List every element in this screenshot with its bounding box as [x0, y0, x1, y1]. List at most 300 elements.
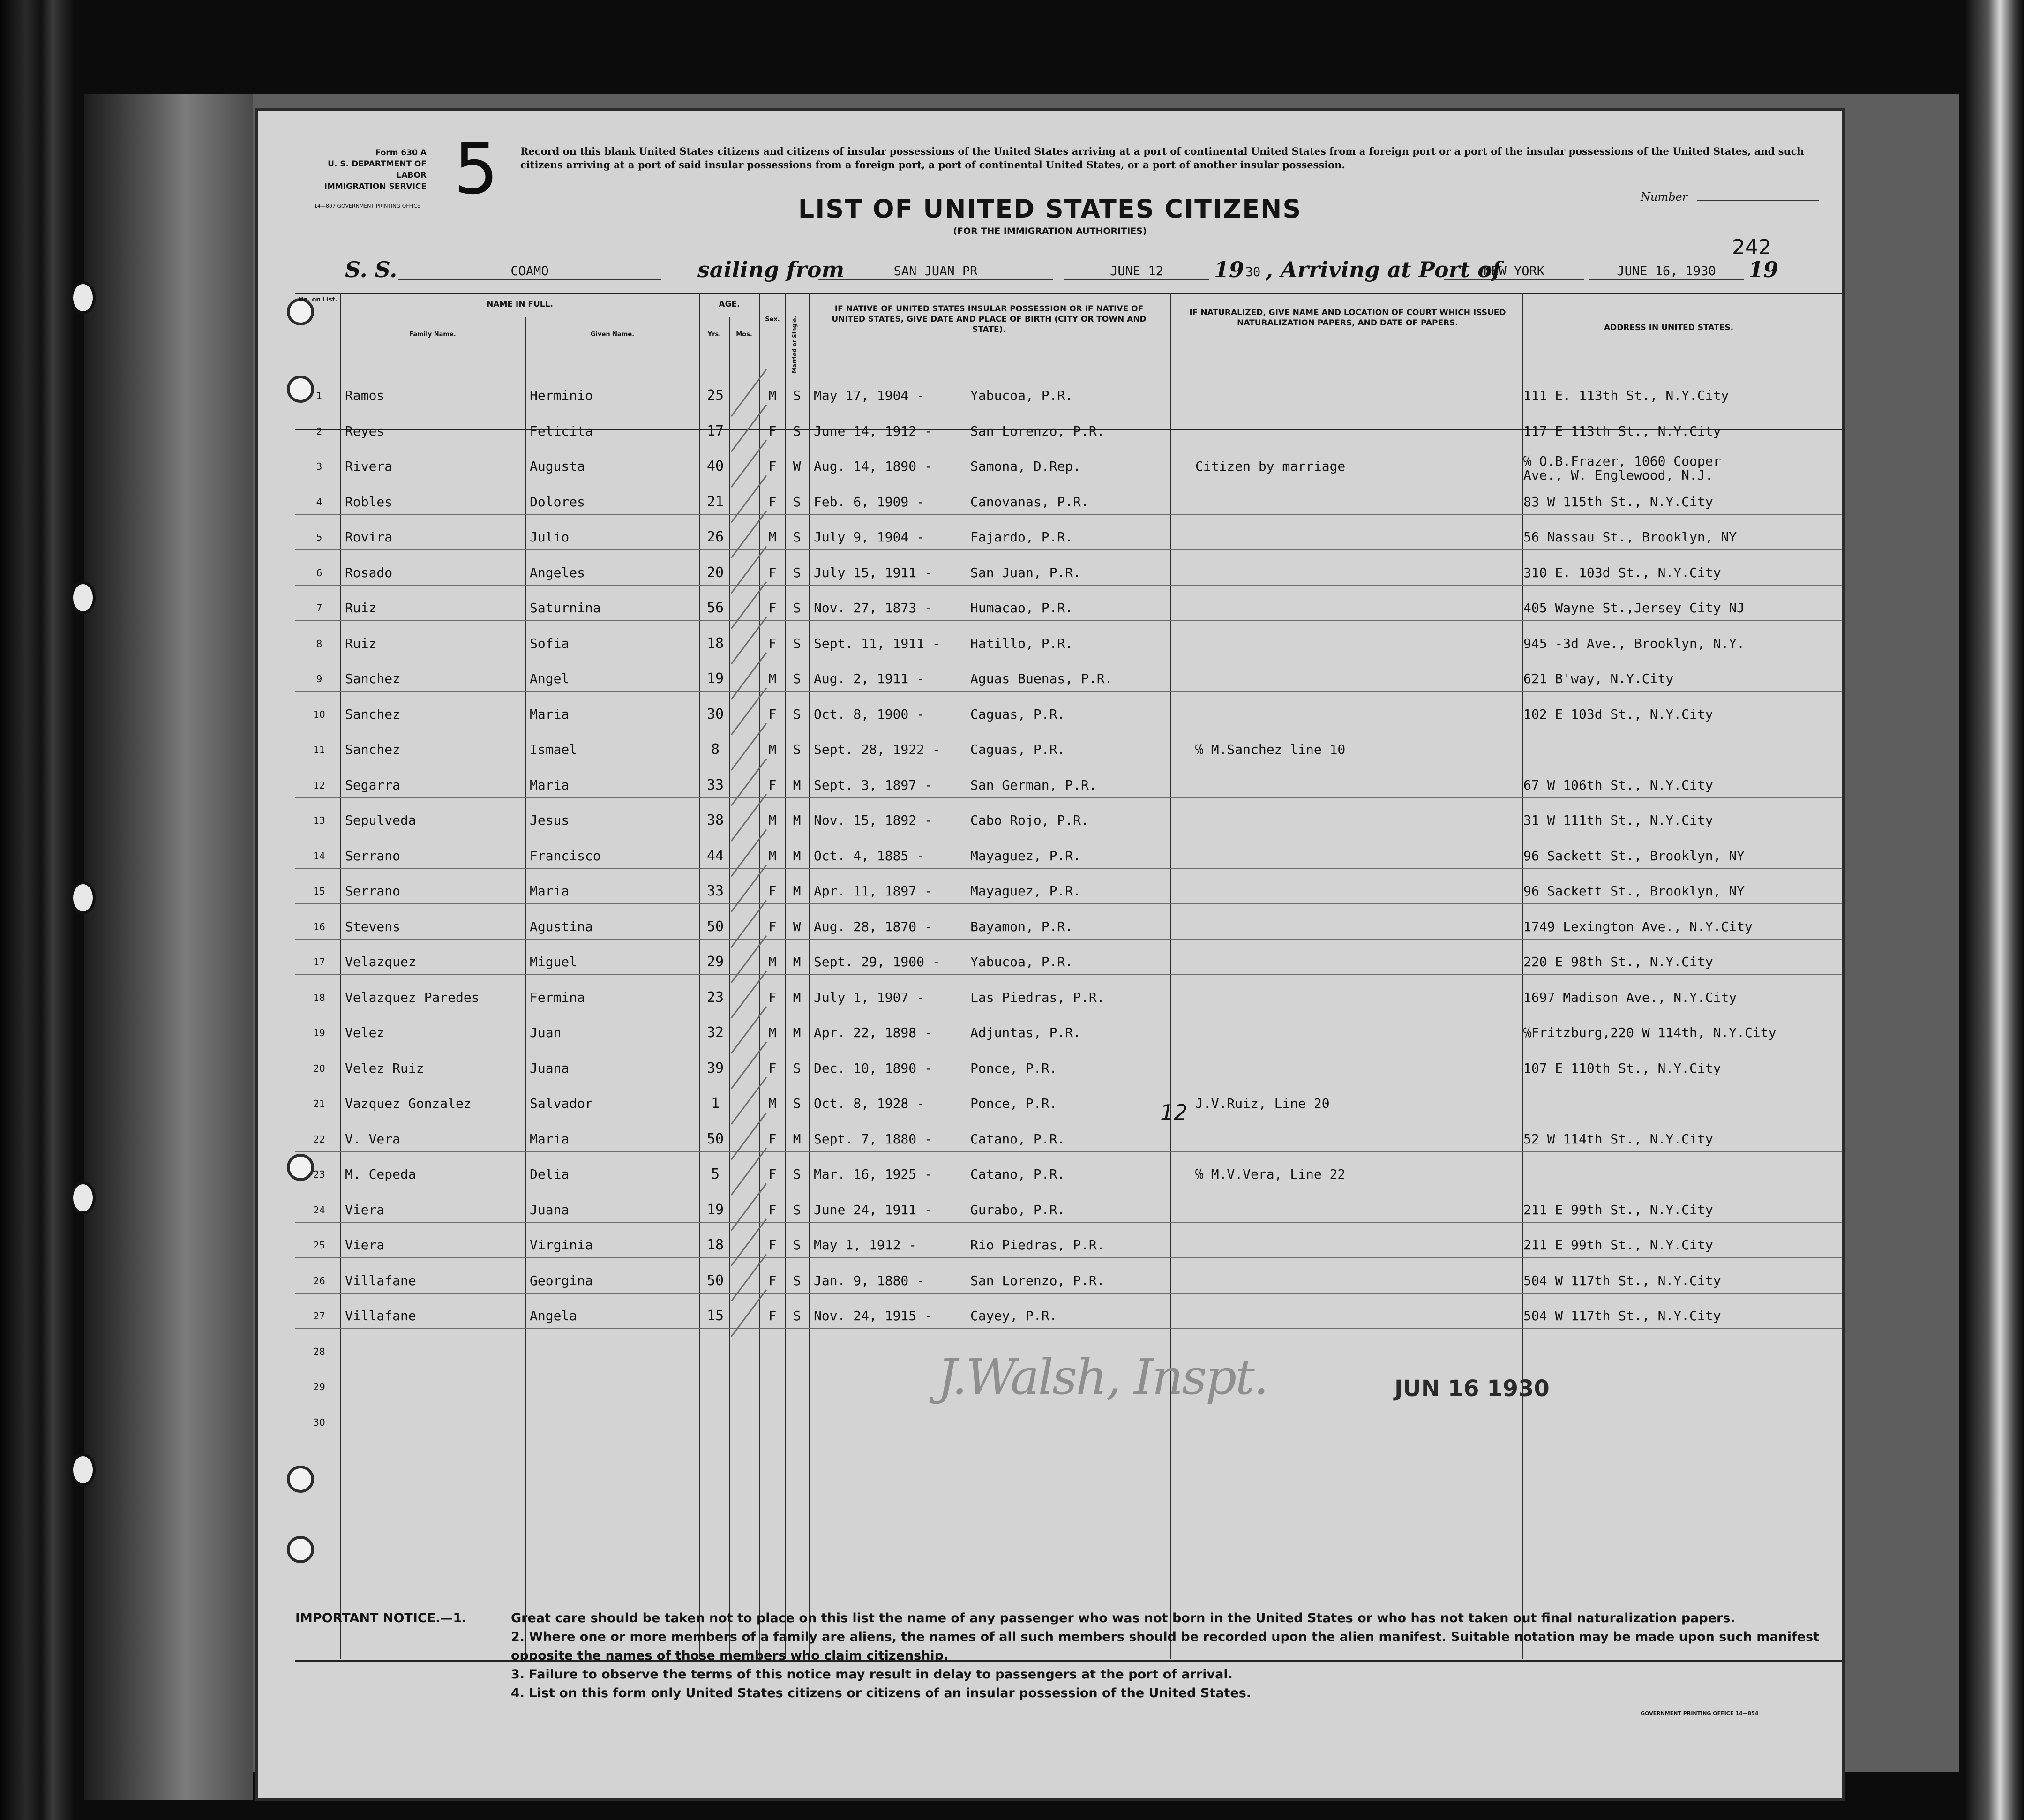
- row-3-dob: Aug. 14, 1890 -: [814, 459, 932, 474]
- row-12-age: 33: [706, 776, 724, 793]
- row-rule: [295, 903, 1842, 904]
- row-24-n: 24: [313, 1204, 325, 1216]
- page-number: 242: [1732, 235, 1771, 259]
- voyage-line: [258, 251, 1842, 289]
- row-5-ms: S: [793, 529, 801, 545]
- row-22-ms: M: [793, 1131, 801, 1147]
- row-12-ms: M: [793, 777, 801, 793]
- row-14-place: Mayaguez, P.R.: [970, 848, 1081, 864]
- row-19-dob: Apr. 22, 1898 -: [814, 1025, 932, 1040]
- row-13-given: Jesus: [530, 812, 570, 828]
- header-married-single: Married or Single.: [791, 316, 798, 373]
- row-12-addr: 67 W 106th St., N.Y.City: [1523, 777, 1713, 793]
- row-17-addr: 220 E 98th St., N.Y.City: [1523, 954, 1713, 970]
- binding-hole: [70, 1453, 96, 1486]
- row-15-given: Maria: [530, 883, 570, 899]
- row-29-n: 29: [313, 1381, 325, 1392]
- row-24-dob: June 24, 1911 -: [814, 1202, 932, 1218]
- row-12-n: 12: [313, 779, 325, 791]
- row-26-place: San Lorenzo, P.R.: [970, 1272, 1105, 1288]
- row-8-dob: Sept. 11, 1911 -: [814, 635, 940, 651]
- inspector-signature: J.Walsh, Inspt.: [937, 1348, 1268, 1406]
- date-stamp: JUN 16 1930: [1394, 1376, 1550, 1402]
- binding-hole: [70, 881, 96, 914]
- row-7-age: 56: [706, 600, 724, 616]
- row-7-place: Humacao, P.R.: [970, 600, 1073, 616]
- row-25-given: Virginia: [530, 1237, 593, 1253]
- row-8-given: Sofia: [530, 635, 570, 651]
- row-1-addr: 111 E. 113th St., N.Y.City: [1523, 388, 1729, 403]
- row-16-family: Stevens: [345, 918, 401, 934]
- row-21-given: Salvador: [530, 1096, 593, 1111]
- row-7-sex: F: [768, 600, 777, 616]
- row-13-sex: M: [768, 812, 777, 828]
- row-3-place: Samona, D.Rep.: [970, 459, 1081, 474]
- row-3-addr: ℅ O.B.Frazer, 1060 Cooper Ave., W. Englewood, N.J.: [1523, 453, 1721, 483]
- row-12-given: Maria: [530, 777, 570, 793]
- header-given-name: Given Name.: [590, 331, 635, 338]
- header-name-in-full: NAME IN FULL.: [487, 300, 553, 309]
- row-3-nat: Citizen by marriage: [1195, 459, 1346, 474]
- row-25-place: Rio Piedras, P.R.: [970, 1237, 1105, 1253]
- departure-date: JUNE 12: [1064, 264, 1209, 280]
- row-24-given: Juana: [530, 1202, 570, 1218]
- row-1-family: Ramos: [345, 388, 385, 403]
- header-years: Yrs.: [707, 331, 721, 338]
- row-6-age: 20: [706, 564, 724, 581]
- row-15-n: 15: [313, 886, 325, 897]
- row-4-dob: Feb. 6, 1909 -: [814, 494, 925, 510]
- binding-hole: [70, 1181, 96, 1214]
- header-no: No. on List.: [298, 296, 337, 303]
- row-20-n: 20: [313, 1062, 325, 1074]
- row-27-age: 15: [706, 1308, 724, 1324]
- row-21-nat: J.V.Ruiz, Line 20: [1195, 1096, 1330, 1111]
- row-rule: [295, 797, 1842, 798]
- row-5-sex: M: [768, 529, 777, 545]
- ss-label: S. S.: [345, 257, 397, 282]
- row-26-ms: S: [793, 1272, 801, 1288]
- row-1-dob: May 17, 1904 -: [814, 388, 925, 403]
- row-4-addr: 83 W 115th St., N.Y.City: [1523, 494, 1713, 510]
- row-13-place: Cabo Rojo, P.R.: [970, 812, 1089, 828]
- row-14-dob: Oct. 4, 1885 -: [814, 848, 925, 864]
- row-1-ms: S: [793, 388, 801, 403]
- row-3-family: Rivera: [345, 459, 393, 474]
- header-age: AGE.: [719, 300, 740, 309]
- row-12-dob: Sept. 3, 1897 -: [814, 777, 932, 793]
- row-14-addr: 96 Sackett St., Brooklyn, NY: [1523, 848, 1745, 864]
- film-edge-left: [0, 0, 75, 1820]
- header-naturalized: IF NATURALIZED, GIVE NAME AND LOCATION OF COURT WHICH ISSUED NATURALIZATION PAPERS, AND DATE OF PAPERS.: [1189, 308, 1506, 328]
- row-14-age: 44: [706, 847, 724, 864]
- row-8-addr: 945 -3d Ave., Brooklyn, N.Y.: [1523, 635, 1745, 651]
- row-18-given: Fermina: [530, 989, 585, 1005]
- row-27-place: Cayey, P.R.: [970, 1308, 1057, 1324]
- row-2-dob: June 14, 1912 -: [814, 423, 932, 439]
- row-12-family: Segarra: [345, 777, 401, 793]
- row-20-addr: 107 E 110th St., N.Y.City: [1523, 1060, 1721, 1076]
- row-rule: [295, 1293, 1842, 1294]
- row-18-ms: M: [793, 989, 801, 1005]
- binding-hole: [70, 281, 96, 314]
- page-title: LIST OF UNITED STATES CITIZENS: [798, 194, 1302, 224]
- row-23-ms: S: [793, 1166, 801, 1182]
- row-10-ms: S: [793, 706, 801, 722]
- row-rule: [295, 868, 1842, 869]
- row-19-age: 32: [706, 1024, 724, 1041]
- header-address: ADDRESS IN UNITED STATES.: [1604, 323, 1734, 332]
- row-9-addr: 621 B'way, N.Y.City: [1523, 671, 1674, 686]
- column-rule: [525, 317, 526, 1659]
- row-10-sex: F: [768, 706, 777, 722]
- row-1-age: 25: [706, 387, 724, 404]
- row-rule: [295, 1151, 1842, 1152]
- row-15-sex: F: [768, 883, 777, 899]
- row-2-sex: F: [768, 423, 777, 439]
- row-21-dob: Oct. 8, 1928 -: [814, 1096, 925, 1111]
- row-21-family: Vazquez Gonzalez: [345, 1096, 472, 1111]
- row-16-given: Agustina: [530, 918, 593, 934]
- arrival-port: NEW YORK: [1444, 264, 1584, 280]
- row-15-ms: M: [793, 883, 801, 899]
- row-21-n: 21: [313, 1098, 325, 1109]
- row-9-sex: M: [768, 671, 777, 686]
- row-17-age: 29: [706, 954, 724, 970]
- row-23-dob: Mar. 16, 1925 -: [814, 1166, 932, 1182]
- row-22-family: V. Vera: [345, 1131, 401, 1147]
- row-23-place: Catano, P.R.: [970, 1166, 1065, 1182]
- row-25-addr: 211 E 99th St., N.Y.City: [1523, 1237, 1713, 1253]
- row-8-n: 8: [316, 638, 322, 649]
- row-9-age: 19: [706, 670, 724, 687]
- row-17-n: 17: [313, 956, 325, 968]
- row-24-addr: 211 E 99th St., N.Y.City: [1523, 1202, 1713, 1218]
- row-25-dob: May 1, 1912 -: [814, 1237, 917, 1253]
- row-24-place: Gurabo, P.R.: [970, 1202, 1065, 1218]
- row-9-given: Angel: [530, 671, 570, 686]
- row-17-dob: Sept. 29, 1900 -: [814, 954, 940, 970]
- row-20-ms: S: [793, 1060, 801, 1076]
- row-5-addr: 56 Nassau St., Brooklyn, NY: [1523, 529, 1737, 545]
- row-16-n: 16: [313, 921, 325, 933]
- row-1-n: 1: [316, 390, 322, 401]
- row-7-given: Saturnina: [530, 600, 601, 616]
- row-2-given: Felicita: [530, 423, 593, 439]
- row-26-given: Georgina: [530, 1272, 593, 1288]
- row-4-n: 4: [316, 496, 322, 508]
- row-1-given: Herminio: [530, 388, 593, 403]
- row-13-n: 13: [313, 815, 325, 826]
- row-1-sex: M: [768, 388, 777, 403]
- row-2-ms: S: [793, 423, 801, 439]
- row-8-place: Hatillo, P.R.: [970, 635, 1073, 651]
- notice-lead: IMPORTANT NOTICE.—1.: [295, 1611, 467, 1625]
- row-3-ms: W: [793, 459, 801, 474]
- row-4-age: 21: [706, 493, 724, 510]
- row-2-n: 2: [316, 425, 322, 437]
- row-2-age: 17: [706, 422, 724, 439]
- row-15-family: Serrano: [345, 883, 401, 899]
- row-19-family: Velez: [345, 1025, 385, 1040]
- row-11-nat: ℅ M.Sanchez line 10: [1195, 742, 1346, 757]
- row-17-place: Yabucoa, P.R.: [970, 954, 1073, 970]
- row-rule: [295, 514, 1842, 515]
- row-rule: [295, 1222, 1842, 1223]
- row-4-family: Robles: [345, 494, 393, 510]
- printing-office: 14—807 GOVERNMENT PRINTING OFFICE: [314, 203, 420, 209]
- handwritten-mark: 12: [1160, 1100, 1188, 1125]
- notice-item-3: 3. Failure to observe the terms of this notice may result in delay to passengers at the port of arrival.: [511, 1667, 1233, 1682]
- row-22-addr: 52 W 114th St., N.Y.City: [1523, 1131, 1713, 1147]
- row-7-addr: 405 Wayne St.,Jersey City NJ: [1523, 600, 1745, 616]
- row-rule: [295, 549, 1842, 550]
- row-12-sex: F: [768, 777, 777, 793]
- row-25-age: 18: [706, 1237, 724, 1253]
- row-11-place: Caguas, P.R.: [970, 742, 1065, 757]
- row-7-dob: Nov. 27, 1873 -: [814, 600, 932, 616]
- row-25-ms: S: [793, 1237, 801, 1253]
- column-rule: [1522, 293, 1523, 1659]
- row-19-n: 19: [313, 1027, 325, 1038]
- row-26-dob: Jan. 9, 1880 -: [814, 1272, 925, 1288]
- row-5-family: Rovira: [345, 529, 393, 545]
- row-rule: [295, 974, 1842, 975]
- sailing-label: sailing from: [697, 257, 845, 282]
- binding-hole: [70, 581, 96, 614]
- row-23-given: Delia: [530, 1166, 570, 1182]
- row-15-addr: 96 Sackett St., Brooklyn, NY: [1523, 883, 1745, 899]
- header-native-birth: IF NATIVE OF UNITED STATES INSULAR POSSESSION OR IF NATIVE OF UNITED STATES, GIVE DATE AND PLACE OF BIRTH (CITY OR TOWN AND STATE).: [832, 304, 1147, 334]
- notice-item-4: 4. List on this form only United States citizens or citizens of an insular possession of the United States.: [511, 1686, 1252, 1700]
- row-4-ms: S: [793, 494, 801, 510]
- row-11-dob: Sept. 28, 1922 -: [814, 742, 940, 757]
- row-9-ms: S: [793, 671, 801, 686]
- row-10-family: Sanchez: [345, 706, 401, 722]
- row-11-sex: M: [768, 742, 777, 757]
- row-20-family: Velez Ruiz: [345, 1060, 424, 1076]
- row-20-dob: Dec. 10, 1890 -: [814, 1060, 932, 1076]
- row-2-place: San Lorenzo, P.R.: [970, 423, 1105, 439]
- row-10-given: Maria: [530, 706, 570, 722]
- row-16-addr: 1749 Lexington Ave., N.Y.City: [1523, 918, 1753, 934]
- row-2-addr: 117 E 113th St., N.Y.City: [1523, 423, 1721, 439]
- row-10-age: 30: [706, 706, 724, 722]
- row-27-ms: S: [793, 1308, 801, 1324]
- row-24-age: 19: [706, 1201, 724, 1218]
- printing-office-footer: GOVERNMENT PRINTING OFFICE 14—854: [1641, 1710, 1759, 1716]
- arrival-date: JUNE 16, 1930: [1589, 264, 1744, 280]
- row-26-n: 26: [313, 1275, 325, 1286]
- row-16-age: 50: [706, 918, 724, 935]
- column-rule: [729, 317, 730, 1659]
- row-19-sex: M: [768, 1025, 777, 1040]
- row-22-dob: Sept. 7, 1880 -: [814, 1131, 932, 1147]
- row-11-ms: S: [793, 742, 801, 757]
- row-14-family: Serrano: [345, 848, 401, 864]
- manifest-page: [258, 111, 1842, 1798]
- row-18-n: 18: [313, 992, 325, 1003]
- row-4-place: Canovanas, P.R.: [970, 494, 1089, 510]
- row-14-ms: M: [793, 848, 801, 864]
- row-5-place: Fajardo, P.R.: [970, 529, 1073, 545]
- row-3-age: 40: [706, 458, 724, 474]
- row-6-given: Angeles: [530, 564, 585, 580]
- row-10-place: Caguas, P.R.: [970, 706, 1065, 722]
- row-27-family: Villafane: [345, 1308, 416, 1324]
- row-5-age: 26: [706, 529, 724, 545]
- row-13-addr: 31 W 111th St., N.Y.City: [1523, 812, 1713, 828]
- row-6-dob: July 15, 1911 -: [814, 564, 932, 580]
- form-number: Form 630 A: [375, 148, 427, 158]
- column-rule: [1170, 293, 1171, 1659]
- row-10-addr: 102 E 103d St., N.Y.City: [1523, 706, 1713, 722]
- row-6-place: San Juan, P.R.: [970, 564, 1081, 580]
- row-27-sex: F: [768, 1308, 777, 1324]
- row-6-family: Rosado: [345, 564, 393, 580]
- row-14-given: Francisco: [530, 848, 601, 864]
- row-26-family: Villafane: [345, 1272, 416, 1288]
- row-20-place: Ponce, P.R.: [970, 1060, 1057, 1076]
- row-rule: [295, 585, 1842, 586]
- year-two: 19: [1748, 257, 1779, 282]
- row-16-dob: Aug. 28, 1870 -: [814, 918, 932, 934]
- row-23-age: 5: [711, 1166, 720, 1182]
- row-26-age: 50: [706, 1272, 724, 1289]
- row-21-ms: S: [793, 1096, 801, 1111]
- row-2-family: Reyes: [345, 423, 385, 439]
- row-8-ms: S: [793, 635, 801, 651]
- row-1-place: Yabucoa, P.R.: [970, 388, 1073, 403]
- row-8-sex: F: [768, 635, 777, 651]
- handwritten-sheet-number: 5: [454, 128, 499, 210]
- row-27-addr: 504 W 117th St., N.Y.City: [1523, 1308, 1721, 1324]
- row-23-sex: F: [768, 1166, 777, 1182]
- row-26-sex: F: [768, 1272, 777, 1288]
- row-rule: [295, 939, 1842, 940]
- row-15-dob: Apr. 11, 1897 -: [814, 883, 932, 899]
- row-16-sex: F: [768, 918, 777, 934]
- row-22-given: Maria: [530, 1131, 570, 1147]
- notice-item-2: 2. Where one or more members of a family are aliens, the names of all such members should be recorded upon the alien manifest. Suitable notation may be made upon such manifest opposite the names of those members who claim citizenship.: [511, 1630, 1820, 1663]
- row-23-n: 23: [313, 1169, 325, 1180]
- arriving-label: , Arriving at Port of: [1266, 257, 1501, 282]
- row-18-addr: 1697 Madison Ave., N.Y.City: [1523, 989, 1737, 1005]
- row-25-n: 25: [313, 1240, 325, 1251]
- row-25-family: Viera: [345, 1237, 385, 1253]
- row-4-given: Dolores: [530, 494, 585, 510]
- year-suffix: 30: [1245, 265, 1261, 279]
- row-11-family: Sanchez: [345, 742, 401, 757]
- row-22-n: 22: [313, 1133, 325, 1145]
- row-24-family: Viera: [345, 1202, 385, 1218]
- row-3-n: 3: [316, 461, 322, 472]
- row-16-place: Bayamon, P.R.: [970, 918, 1073, 934]
- row-5-n: 5: [316, 532, 322, 543]
- row-9-place: Aguas Buenas, P.R.: [970, 671, 1113, 686]
- row-19-addr: ℅Fritzburg,220 W 114th, N.Y.City: [1523, 1025, 1777, 1040]
- row-7-ms: S: [793, 600, 801, 616]
- row-20-given: Juana: [530, 1060, 570, 1076]
- row-24-sex: F: [768, 1202, 777, 1218]
- service: IMMIGRATION SERVICE: [324, 182, 427, 191]
- notice-item-1: Great care should be taken not to place on this list the name of any passenger who was not born in the United States or who has not taken out final naturalization papers.: [511, 1611, 1735, 1625]
- departure-port: SAN JUAN PR: [818, 264, 1053, 280]
- row-27-given: Angela: [530, 1308, 577, 1324]
- row-9-n: 9: [316, 673, 322, 684]
- row-6-n: 6: [316, 567, 322, 579]
- column-rule: [809, 293, 810, 1659]
- ship-name: COAMO: [398, 264, 661, 280]
- row-11-n: 11: [313, 744, 325, 755]
- row-8-family: Ruiz: [345, 635, 377, 651]
- record-instructions: Record on this blank United States citizens and citizens of insular possessions of the United States arriving at a port of continental United States from a foreign port or a port of the insular possessions of the United States, and such citizens arriving at a port of said insular possessions from a foreign port, a port of continental United States, or a port of another insular possession.: [520, 145, 1804, 171]
- row-20-age: 39: [706, 1060, 724, 1076]
- column-rule: [340, 293, 341, 1659]
- row-22-age: 50: [706, 1130, 724, 1147]
- row-5-dob: July 9, 1904 -: [814, 529, 925, 545]
- row-14-sex: M: [768, 848, 777, 864]
- header-sex: Sex.: [765, 316, 780, 323]
- row-19-ms: M: [793, 1025, 801, 1040]
- row-24-ms: S: [793, 1202, 801, 1218]
- row-21-sex: M: [768, 1096, 777, 1111]
- row-7-family: Ruiz: [345, 600, 377, 616]
- department: U. S. DEPARTMENT OF LABOR: [328, 159, 427, 180]
- row-13-dob: Nov. 15, 1892 -: [814, 812, 932, 828]
- row-20-sex: F: [768, 1060, 777, 1076]
- row-18-sex: F: [768, 989, 777, 1005]
- row-13-ms: M: [793, 812, 801, 828]
- row-18-place: Las Piedras, P.R.: [970, 989, 1105, 1005]
- film-edge-right: [1964, 0, 2024, 1820]
- row-7-n: 7: [316, 602, 322, 614]
- row-6-addr: 310 E. 103d St., N.Y.City: [1523, 564, 1721, 580]
- row-rule: [295, 1328, 1842, 1329]
- row-rule: [295, 1257, 1842, 1258]
- row-18-dob: July 1, 1907 -: [814, 989, 925, 1005]
- header-months: Mos.: [736, 331, 752, 338]
- page-subtitle: (FOR THE IMMIGRATION AUTHORITIES): [953, 226, 1147, 236]
- row-17-sex: M: [768, 954, 777, 970]
- row-12-place: San German, P.R.: [970, 777, 1097, 793]
- row-10-n: 10: [313, 708, 325, 720]
- row-5-given: Julio: [530, 529, 570, 545]
- row-28-n: 28: [313, 1346, 325, 1357]
- row-18-family: Velazquez Paredes: [345, 989, 480, 1005]
- binding-strip: [84, 94, 253, 1800]
- row-4-sex: F: [768, 494, 777, 510]
- row-25-sex: F: [768, 1237, 777, 1253]
- row-11-age: 8: [711, 741, 720, 758]
- row-23-family: M. Cepeda: [345, 1166, 416, 1182]
- row-3-given: Augusta: [530, 459, 585, 474]
- row-27-dob: Nov. 24, 1915 -: [814, 1308, 932, 1324]
- row-9-family: Sanchez: [345, 671, 401, 686]
- row-13-family: Sepulveda: [345, 812, 416, 828]
- row-22-sex: F: [768, 1131, 777, 1147]
- column-rule: [699, 293, 700, 1659]
- header-family-name: Family Name.: [409, 331, 456, 338]
- row-17-ms: M: [793, 954, 801, 970]
- row-23-nat: ℅ M.V.Vera, Line 22: [1195, 1166, 1346, 1182]
- number-label: Number: [1641, 190, 1688, 203]
- row-18-age: 23: [706, 989, 724, 1006]
- row-27-n: 27: [313, 1310, 325, 1322]
- row-9-dob: Aug. 2, 1911 -: [814, 671, 925, 686]
- row-15-age: 33: [706, 883, 724, 899]
- row-rule: [295, 691, 1842, 692]
